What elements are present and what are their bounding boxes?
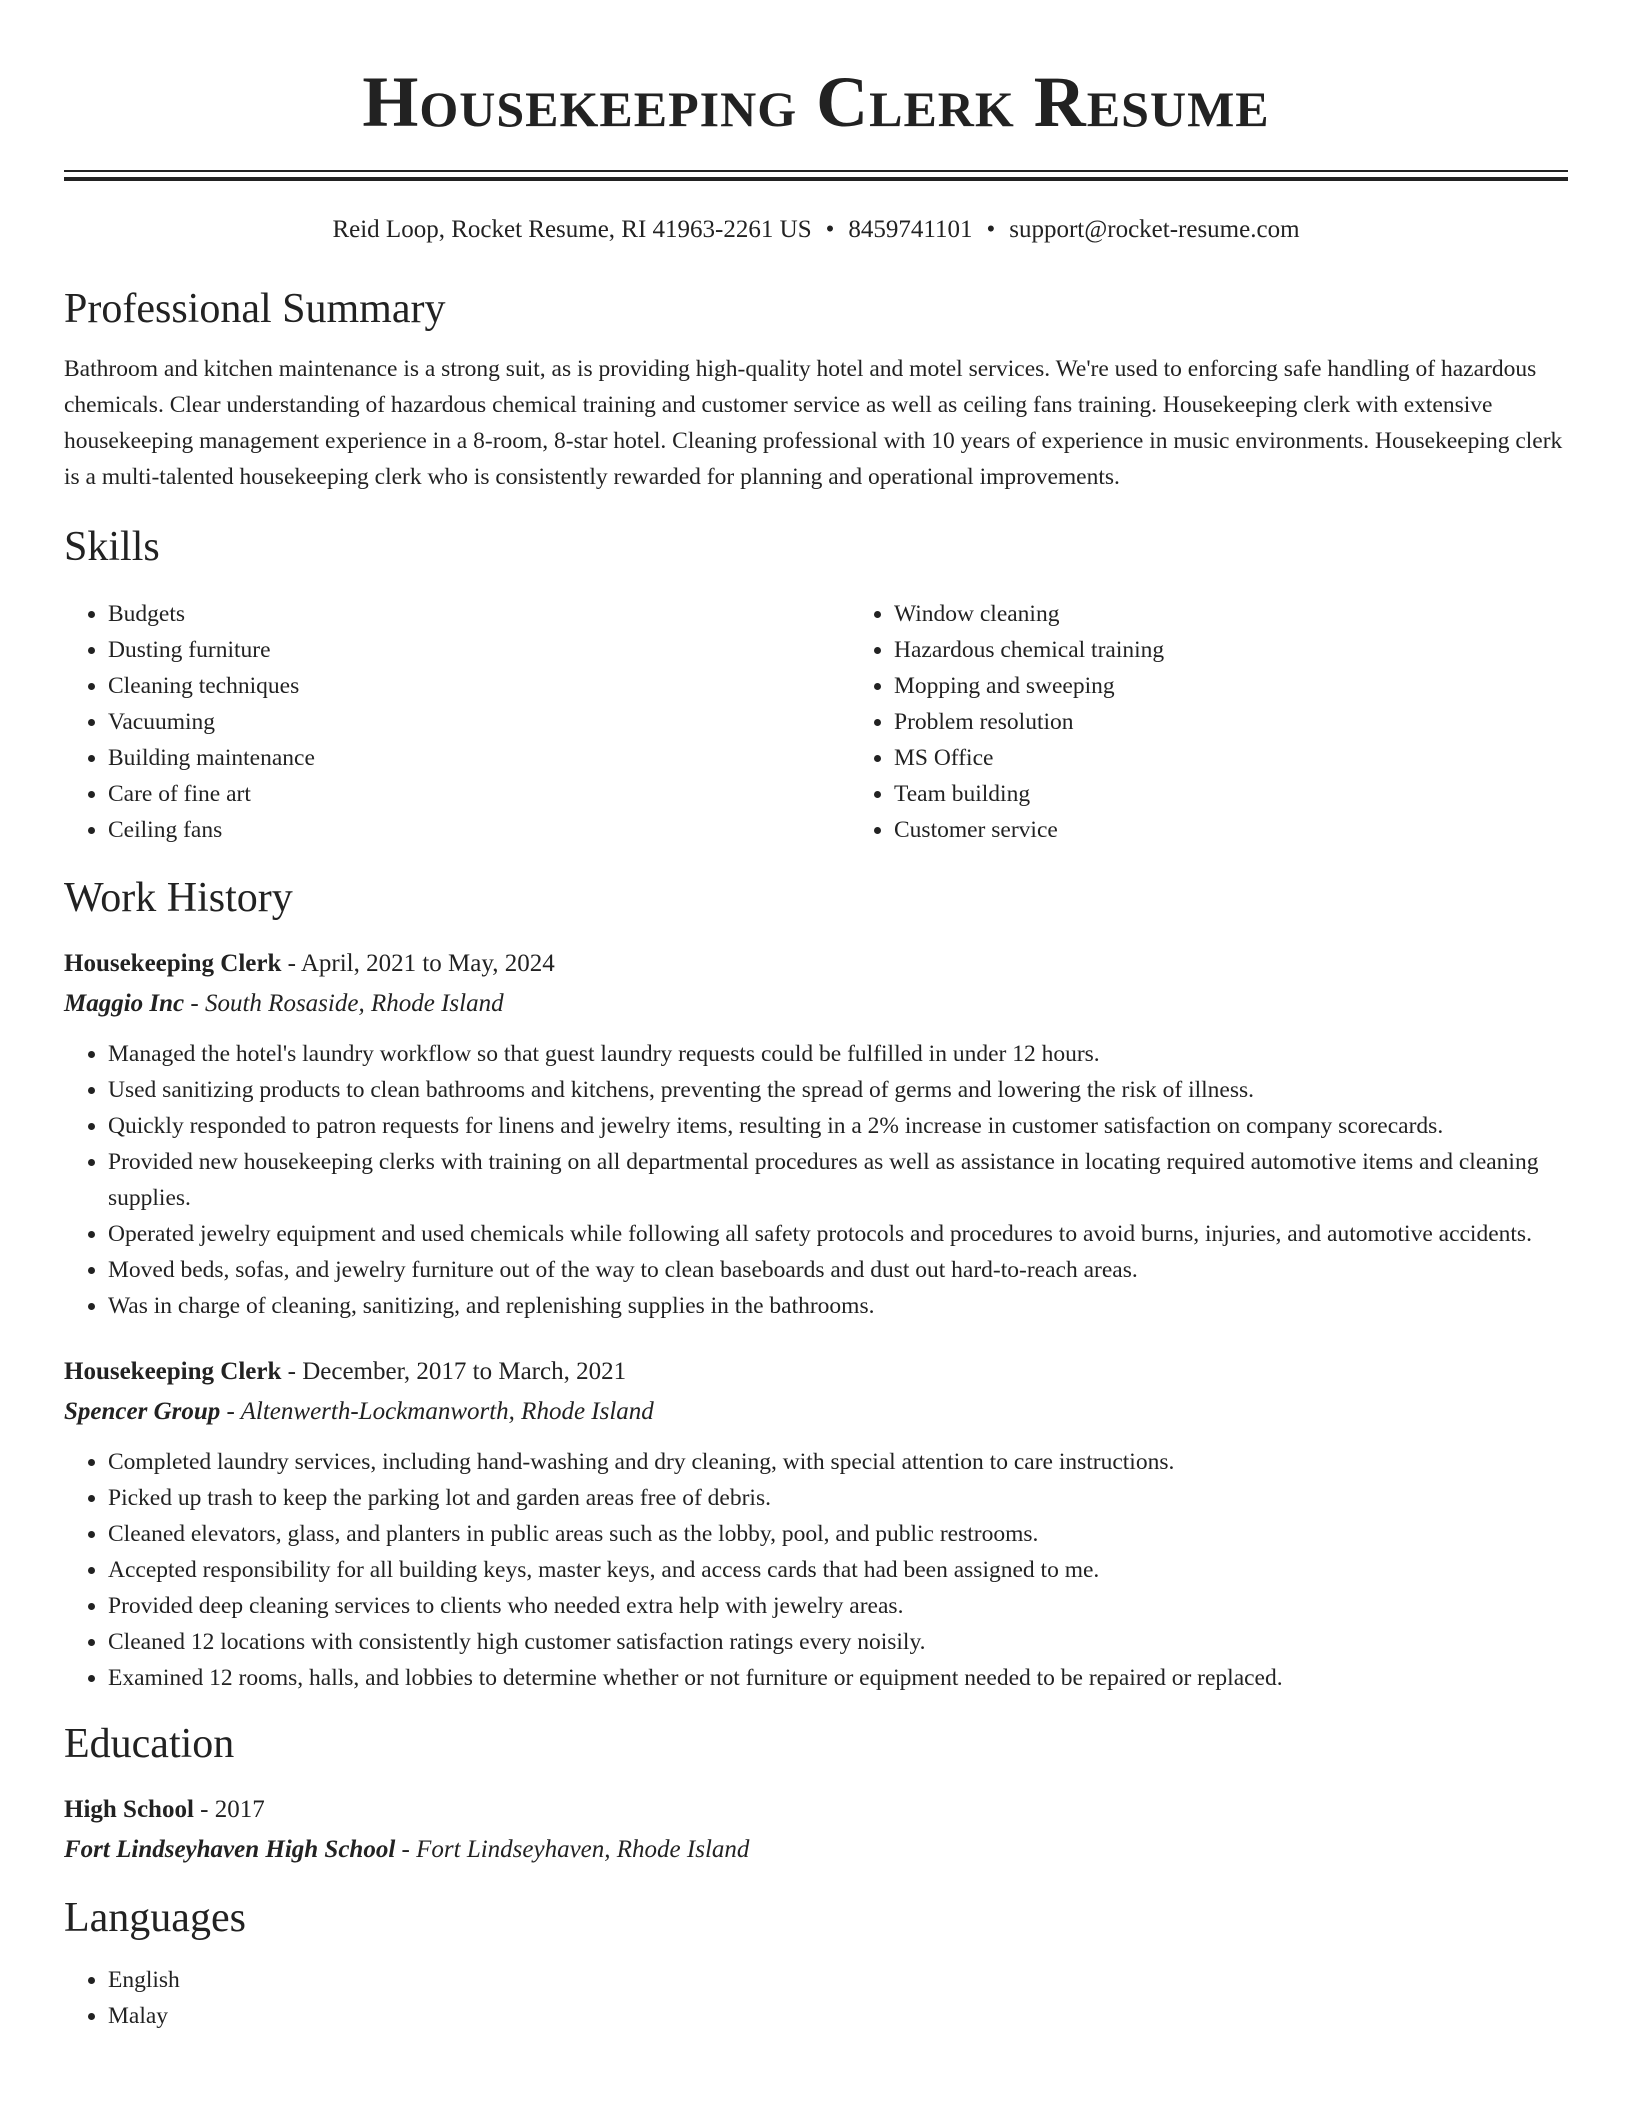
contact-phone[interactable]: 8459741101 — [848, 216, 973, 243]
skill-item: • Window cleaning — [894, 596, 1632, 632]
job-company-line — [64, 1392, 1568, 1432]
job-bullet: • Quickly responded to patron requests for linens and jewelry items, resulting in a 2% increase in customer satisfaction on company scorecards. — [108, 1108, 1568, 1144]
job-location: - South Rosaside, Rhode Island — [184, 989, 504, 1017]
languages-list — [64, 1962, 1568, 2034]
contact-address: Reid Loop, Rocket Resume, RI 41963-2261 US — [332, 216, 812, 243]
job-bullet: • Completed laundry services, including hand-washing and dry cleaning, with special attention to care instructions. — [108, 1444, 1568, 1480]
job-dates: - April, 2021 to May, 2024 — [281, 949, 555, 977]
contact-separator: • — [986, 216, 996, 243]
skill-item: • Ceiling fans — [108, 812, 850, 848]
job-bullet: • Was in charge of cleaning, sanitizing, and replenishing supplies in the bathrooms. — [108, 1288, 1568, 1324]
skills-list-left — [64, 596, 850, 848]
contact-email[interactable]: support@rocket-resume.com — [1009, 216, 1300, 243]
title-divider — [64, 170, 1568, 181]
languages-heading: Languages — [64, 1895, 246, 1942]
skill-item: • Cleaning techniques — [108, 668, 850, 704]
education-school-line — [64, 1830, 1568, 1870]
job-bullet: • Managed the hotel's laundry workflow so that guest laundry requests could be fulfilled in under 12 hours. — [108, 1036, 1568, 1072]
job-bullet: • Cleaned elevators, glass, and planters in public areas such as the lobby, pool, and public restrooms. — [108, 1516, 1568, 1552]
job-bullet: • Examined 12 rooms, halls, and lobbies to determine whether or not furniture or equipment needed to be repaired or replaced. — [108, 1660, 1568, 1696]
job-dates: - December, 2017 to March, 2021 — [281, 1357, 627, 1385]
skill-item: • Problem resolution — [894, 704, 1632, 740]
skills-columns — [64, 596, 1568, 848]
language-item: • Malay — [108, 1998, 1568, 2034]
summary-text: Bathroom and kitchen maintenance is a strong suit, as is providing high-quality hotel and motel services. We're used to enforcing safe handling of hazardous chemicals. Clear understanding of hazardous chemical training and customer service as well as ceiling fans training. Housekeeping clerk with extensive housekeeping management experience in a 8-room, 8-star hotel. Cleaning professional with 10 years of experience in music environments. Housekeeping clerk is a multi-talented housekeeping clerk who is consistently rewarded for planning and operational improvements. — [64, 356, 1563, 491]
skill-item: • Building maintenance — [108, 740, 850, 776]
job-title-line — [64, 944, 1568, 984]
job-entry — [64, 944, 1568, 1324]
skill-item: • Care of fine art — [108, 776, 850, 812]
job-bullet: • Accepted responsibility for all building keys, master keys, and access cards that had been assigned to me. — [108, 1552, 1568, 1588]
skill-item: • Customer service — [894, 812, 1632, 848]
contact-separator: • — [825, 216, 835, 243]
education-school: Fort Lindseyhaven High School — [64, 1836, 396, 1864]
education-year: - 2017 — [193, 1796, 265, 1824]
job-title: Housekeeping Clerk — [64, 1357, 282, 1385]
job-bullet: • Used sanitizing products to clean bathrooms and kitchens, preventing the spread of germs and lowering the risk of illness. — [108, 1072, 1568, 1108]
skills-heading: Skills — [64, 524, 160, 571]
job-company: Spencer Group — [64, 1397, 221, 1425]
skill-item: • MS Office — [894, 740, 1632, 776]
education-degree-line — [64, 1790, 1568, 1830]
skill-item: • Hazardous chemical training — [894, 632, 1632, 668]
education-degree: High School — [64, 1796, 194, 1824]
contact-line — [64, 215, 1568, 245]
work-history-heading: Work History — [64, 874, 293, 921]
job-title-line — [64, 1352, 1568, 1392]
skill-item: • Mopping and sweeping — [894, 668, 1632, 704]
job-bullet: • Moved beds, sofas, and jewelry furniture out of the way to clean baseboards and dust out hard-to-reach areas. — [108, 1252, 1568, 1288]
education-heading: Education — [64, 1720, 235, 1767]
job-company-line — [64, 984, 1568, 1024]
language-item: • English — [108, 1962, 1568, 1998]
skill-item: • Vacuuming — [108, 704, 850, 740]
job-bullet: • Provided deep cleaning services to clients who needed extra help with jewelry areas. — [108, 1588, 1568, 1624]
job-title: Housekeeping Clerk — [64, 949, 282, 977]
job-bullet: • Operated jewelry equipment and used chemicals while following all safety protocols and procedures to avoid burns, injuries, and automotive accidents. — [108, 1216, 1568, 1252]
job-bullet: • Picked up trash to keep the parking lot and garden areas free of debris. — [108, 1480, 1568, 1516]
resume-title: Housekeeping Clerk Resume — [362, 62, 1270, 142]
job-bullets — [64, 1036, 1568, 1324]
skill-item: • Team building — [894, 776, 1632, 812]
skill-item: • Dusting furniture — [108, 632, 850, 668]
skill-item: • Budgets — [108, 596, 850, 632]
job-location: - Altenwerth-Lockmanworth, Rhode Island — [220, 1397, 654, 1425]
job-bullet: • Cleaned 12 locations with consistently high customer satisfaction ratings every noisily. — [108, 1624, 1568, 1660]
education-location: - Fort Lindseyhaven, Rhode Island — [395, 1836, 750, 1864]
job-bullet: • Provided new housekeeping clerks with training on all departmental procedures as well as assistance in locating required automotive items and cleaning supplies. — [108, 1144, 1568, 1216]
skills-list-right — [850, 596, 1632, 848]
summary-heading: Professional Summary — [64, 286, 446, 332]
job-bullets — [64, 1444, 1568, 1696]
job-entry — [64, 1352, 1568, 1696]
job-company: Maggio Inc — [64, 989, 185, 1017]
